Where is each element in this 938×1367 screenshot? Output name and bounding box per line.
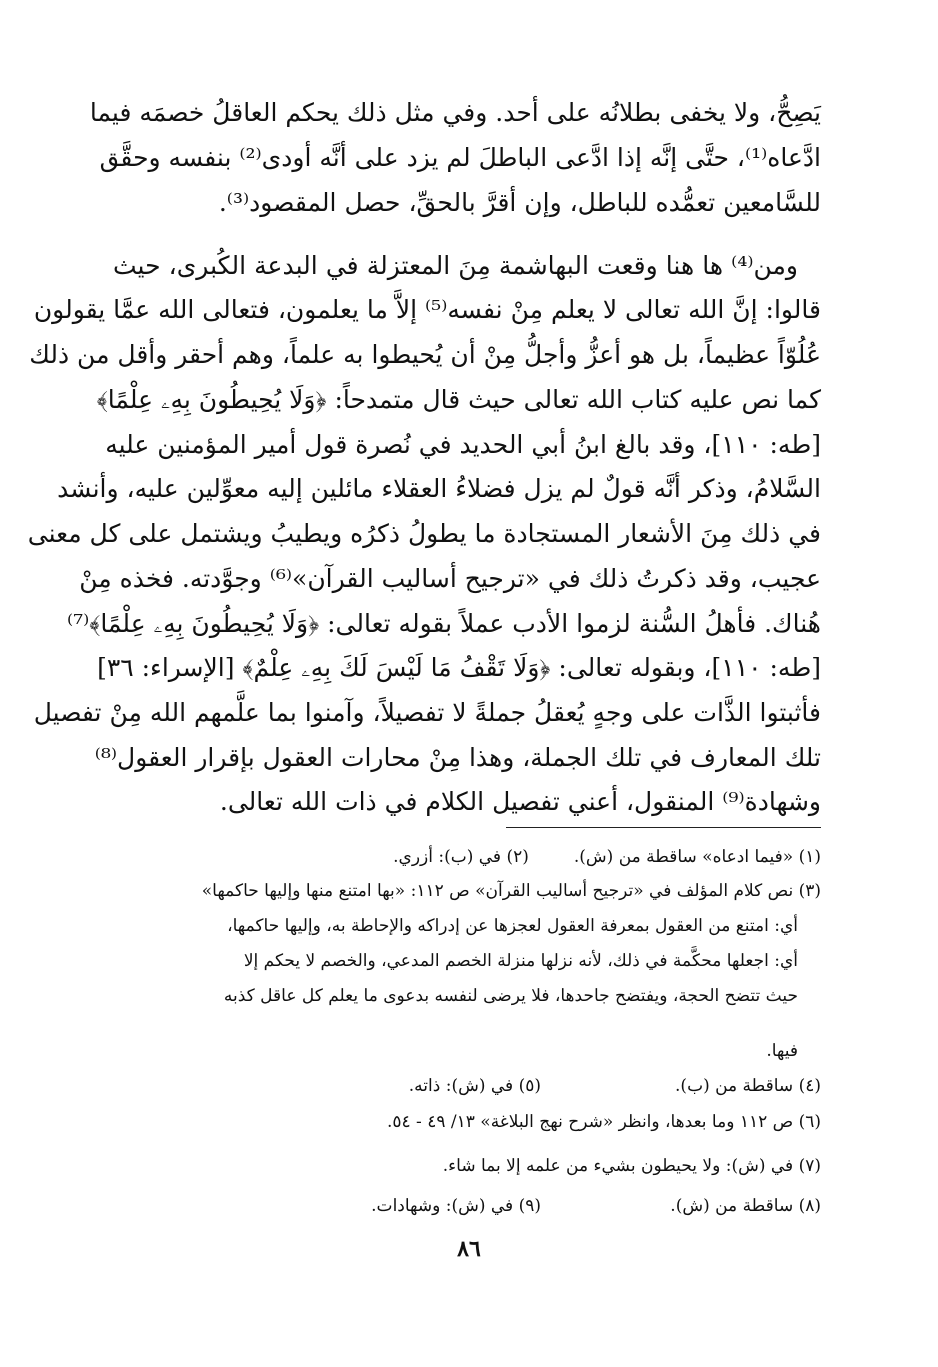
footnote-2: (٢) في (ب): أزري.: [393, 847, 529, 867]
footnote-8: (٨) ساقطة من (ش).: [670, 1196, 821, 1216]
text-line: قالوا: إنَّ الله تعالى لا يعلم مِنْ نفسه⁽⁵⁾ إلاَّ ما يعلمون، فتعالى الله عمَّا يقولون: [33, 295, 821, 324]
footnote-1: (١) «فيما ادعاه» ساقطة من (ش).: [573, 847, 821, 867]
footnote-row: [131, 1191, 821, 1221]
text-line: هُناك. فأهلُ السُّنة لزموا الأدب عملاً بقوله تعالى: ﴿وَلَا يُحِيطُونَ بِهِۦ عِلْمًا﴾⁽⁷⁾: [66, 609, 821, 638]
footnote-6: (٦) ص ١١٢ وما بعدها، وانظر «شرح نهج البلاغة» ١٣/ ٤٩ - ٥٤.: [386, 1112, 821, 1132]
text-line: فأثبتوا الذَّات على وجهٍ يُعقلُ جملةً لا تفصيلاً، وآمنوا بما علَّمهم الله مِنْ تفصيل: [33, 698, 821, 727]
text-line: للسَّامعين تعمُّده للباطل، وإن أقرَّ بالحقِّ، حصل المقصود⁽³⁾.: [218, 188, 821, 217]
text-line: [طه: ١١٠]، وبقوله تعالى: ﴿وَلَا تَقْفُ مَا لَيْسَ لَكَ بِهِۦ عِلْمٌ﴾ [الإسراء: ٣٦]: [97, 653, 821, 682]
text-line: تلك المعارف في تلك الجملة، وهذا مِنْ محارات العقول بإقرار العقول⁽⁸⁾: [94, 743, 821, 772]
text-line: عجيب، وقد ذكرتُ ذلك في «ترجيح أساليب القرآن»⁽⁶⁾ وجوَّدته. فخذه مِنْ: [79, 564, 821, 593]
text-line: وشهادة⁽⁹⁾ المنقول، أعني تفصيل الكلام في ذات الله تعالى.: [219, 787, 821, 816]
footnote-divider: [506, 827, 821, 828]
footnote-3-line: فيها.: [766, 1041, 798, 1061]
footnote-3-line: أي: امتنع من العقول بمعرفة العقول لعجزها عن إدراكه والإحاطة به، وإليها حاكمها،: [227, 916, 798, 936]
footnote-7: (٧) في (ش): ولا يحيطون بشيء من علمه إلا بما شاء.: [442, 1156, 821, 1176]
footnote-3-line: حيث تتضح الحجة، ويفتضح جاحدها، فلا يرضى لنفسه بدعوى ما يعلم كل عاقل كذبه: [223, 986, 798, 1006]
footnote-5: (٥) في (ش): ذاته.: [408, 1076, 541, 1096]
page-number: ٨٦: [457, 1236, 481, 1262]
footnote-3: (٣) نص كلام المؤلف في «ترجيح أساليب القرآن» ص ١١٢: «بها امتنع منها وإليها حاكمها»: [201, 881, 821, 901]
text-line: السَّلامُ، وذكر أنَّه قولٌ لم يزل فضلاءُ العقلاء مائلين إليه معوِّلين عليه، وأنشد: [57, 474, 821, 503]
text-line: ادَّعاه⁽¹⁾، حتَّى إنَّه إذا ادَّعى الباطلَ لم يزد على أنَّه أودى⁽²⁾ بنفسه وحقَّق: [99, 143, 821, 172]
footnote-9: (٩) في (ش): وشهادات.: [371, 1196, 541, 1216]
text-line: في ذلك مِنَ الأشعار المستجادة ما يطولُ ذكرُه ويطيبُ ويشتمل على كل معنى: [27, 519, 821, 548]
text-line: كما نص عليه كتاب الله تعالى حيث قال متمدحاً: ﴿وَلَا يُحِيطُونَ بِهِۦ عِلْمًا﴾: [96, 385, 821, 414]
text-line: [طه: ١١٠]، وقد بالغ ابنُ أبي الحديد في نُصرة قول أمير المؤمنين عليه: [105, 430, 821, 459]
footnote-3-line: أي: اجعلها محكَّمة في ذلك، لأنه نزلها منزلة الخصم المدعي، والخصم لا يحكم إلا: [243, 951, 798, 971]
text-line: عُلُوّاً عظيماً، بل هو أعزُّ وأجلُّ مِنْ أن يُحيطوا به علماً، وهم أحقر وأقل من ذلك: [29, 340, 821, 369]
footnote-row: [131, 1071, 821, 1101]
text-line: يَصِحُّ، ولا يخفى بطلانُه على أحد. وفي مثل ذلك يحكم العاقلُ خصمَه فيما: [89, 98, 821, 127]
footnote-row: [131, 842, 821, 872]
footnote-4: (٤) ساقطة من (ب).: [675, 1076, 821, 1096]
text-line: ومن⁽⁴⁾ ها هنا وقعت البهاشمة مِنَ المعتزلة في البدعة الكُبرى، حيث: [113, 251, 798, 280]
